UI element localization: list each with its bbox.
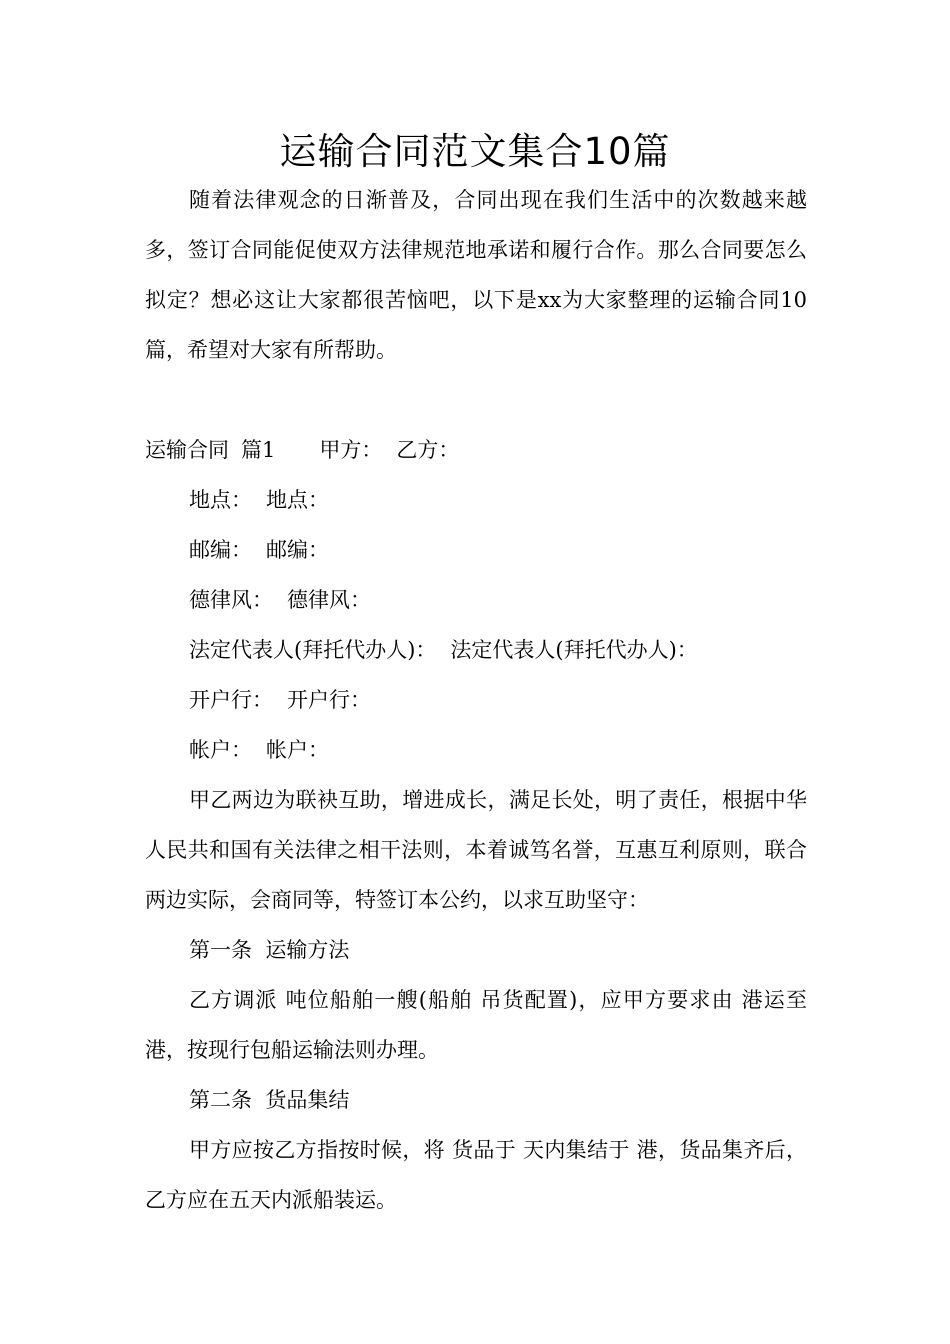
field-right: 开户行：	[287, 688, 371, 712]
field-left: 帐户：	[189, 738, 252, 762]
article-2-title: 第二条 货品集结	[189, 1088, 350, 1112]
document-body	[145, 175, 807, 1225]
document-title: 运输合同范文集合10篇	[279, 130, 671, 173]
paragraph-gap	[145, 375, 807, 425]
field-row-account	[145, 725, 807, 775]
field-right: 邮编：	[266, 538, 329, 562]
field-row-address	[145, 475, 807, 525]
field-left: 邮编：	[189, 538, 252, 562]
field-right: 地点：	[266, 488, 329, 512]
field-row-telephone	[145, 575, 807, 625]
field-left: 法定代表人(拜托代办人)：	[189, 638, 437, 662]
contract-heading-line	[145, 425, 807, 475]
field-row-bank	[145, 675, 807, 725]
field-left: 开户行：	[189, 688, 273, 712]
article-2-text: 甲方应按乙方指按时候，将 货品于 天内集结于 港，货品集齐后，乙方应在五天内派船装运。	[145, 1138, 807, 1212]
contract-number: 篇1	[241, 438, 276, 462]
article-1-title: 第一条 运输方法	[189, 938, 350, 962]
intro-paragraph: 随着法律观念的日渐普及，合同出现在我们生活中的次数越来越多，签订合同能促使双方法律规范地承诺和履行合作。那么合同要怎么拟定？想必这让大家都很苦恼吧，以下是xx为大家整理的运输合同10篇，希望对大家有所帮助。	[145, 188, 807, 362]
field-left: 德律风：	[189, 588, 273, 612]
field-right: 法定代表人(拜托代办人)：	[450, 638, 698, 662]
article-1-text: 乙方调派 吨位船舶一艘(船舶 吊货配置)，应甲方要求由 港运至 港，按现行包船运输法则办理。	[145, 988, 807, 1062]
field-row-legal-representative	[145, 625, 807, 675]
field-right: 德律风：	[287, 588, 371, 612]
party-a-label: 甲方：	[319, 438, 383, 462]
field-row-postcode	[145, 525, 807, 575]
contract-heading: 运输合同	[145, 438, 229, 462]
field-right: 帐户：	[266, 738, 329, 762]
party-b-label: 乙方：	[396, 438, 460, 462]
field-left: 地点：	[189, 488, 252, 512]
preamble-paragraph: 甲乙两边为联袂互助，增进成长，满足长处，明了责任，根据中华人民共和国有关法律之相干法则，本着诚笃名誉，互惠互利原则，联合两边实际，会商同等，特签订本公约，以求互助坚守：	[145, 788, 807, 912]
